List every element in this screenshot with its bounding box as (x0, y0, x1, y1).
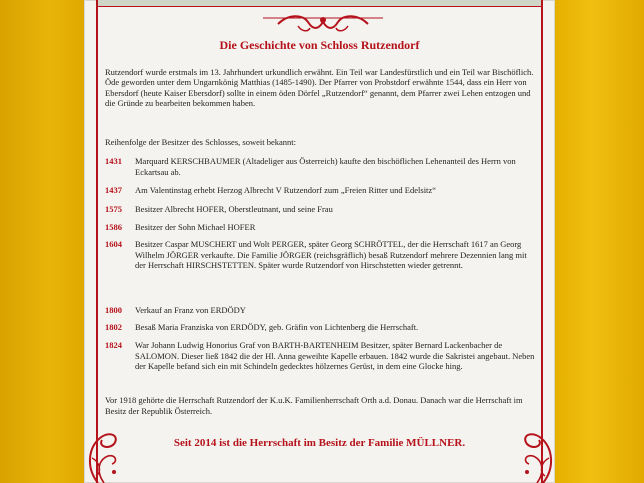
timeline-year: 1586 (105, 222, 122, 232)
owners-heading: Reihenfolge der Besitzer des Schlosses, soweit bekannt: (105, 137, 296, 147)
timeline-year: 1604 (105, 239, 122, 249)
timeline-entry: Besaß Maria Franziska von ERDÖDY, geb. Gräfin von Lichtenberg die Herrschaft. (135, 322, 419, 332)
footer-paragraph: Vor 1918 gehörte die Herrschaft Rutzendorf der K.u.K. Familienherrschaft Orth a.d. Donau. Danach war die Herrschaft im Besitz der Republik Österreich. (105, 395, 523, 416)
yellow-wall-right (555, 0, 644, 483)
intro-paragraph: Rutzendorf wurde erstmals im 13. Jahrhundert urkundlich erwähnt. Ein Teil war Landesfürstlich und ein Teil war Bischöflich. Öde geworden unter dem Ungarnkönig Matthias (1485-1490). Der Pfarrer von Probstdorf erwähnte 1544, dass ein Herr von Ebersdorf (heute Kaiser Ebersdorf) sollte in einem öden Dörfel „Rutzendorf“ genannt, dem Pfarrer zwei Lehen entzogen und die Gründe zu bearbeiten bekommen haben. (105, 67, 534, 109)
timeline-year: 1437 (105, 185, 122, 195)
timeline-year: 1802 (105, 322, 122, 332)
timeline-entry: Verkauf an Franz von ERDÖDY (135, 305, 246, 315)
timeline-year: 1824 (105, 340, 122, 350)
timeline-entry: Am Valentinstag erhebt Herzog Albrecht V Rutzendorf zum „Freien Ritter und Edelsitz“ (135, 185, 436, 195)
timeline-entry: Besitzer Albrecht HOFER, Oberstleutnant, und seine Frau (135, 204, 333, 214)
scroll-ornament-top-icon (258, 6, 388, 36)
timeline-entry: Besitzer Caspar MUSCHERT und Wolt PERGER, später Georg SCHRÖTTEL, der die Herrschaft 1617 an Georg Wilhelm JÖRGER verkaufte. Die Familie JÖRGER (reichsgräflich) besaß Rutzendorf mehrere Dezennien lang mit der Herrschaft HIRSCHSTETTEN. Später wurde Rutzendorf von Hirschstetten wieder getrennt. (135, 239, 527, 271)
timeline-entry: Besitzer der Sohn Michael HOFER (135, 222, 256, 232)
timeline-year: 1431 (105, 156, 122, 166)
yellow-wall-left (0, 0, 84, 483)
timeline-entry: War Johann Ludwig Honorius Graf von BARTH-BARTENHEIM Besitzer, später Bernard Lackenbacher de SALOMON. Dieser ließ 1842 die der Hl. Anna geweihte Kapelle erbauen. 1842 wurde die Sakristei angebaut. Neben der Kapelle befand sich ein mit Schindeln gedecktes hölzernes Gerüst, in dem eine Glocke hing. (135, 340, 535, 372)
timeline-year: 1575 (105, 204, 122, 214)
sign-title: Die Geschichte von Schloss Rutzendorf (219, 38, 420, 52)
ownership-slogan: Seit 2014 ist die Herrschaft im Besitz der Familie MÜLLNER. (173, 437, 466, 449)
timeline-entry: Marquard KERSCHBAUMER (Altadeliger aus Österreich) kaufte den bischöflichen Lehenanteil des Herrn von Eckartsau ab. (135, 156, 516, 177)
timeline-year: 1800 (105, 305, 122, 315)
